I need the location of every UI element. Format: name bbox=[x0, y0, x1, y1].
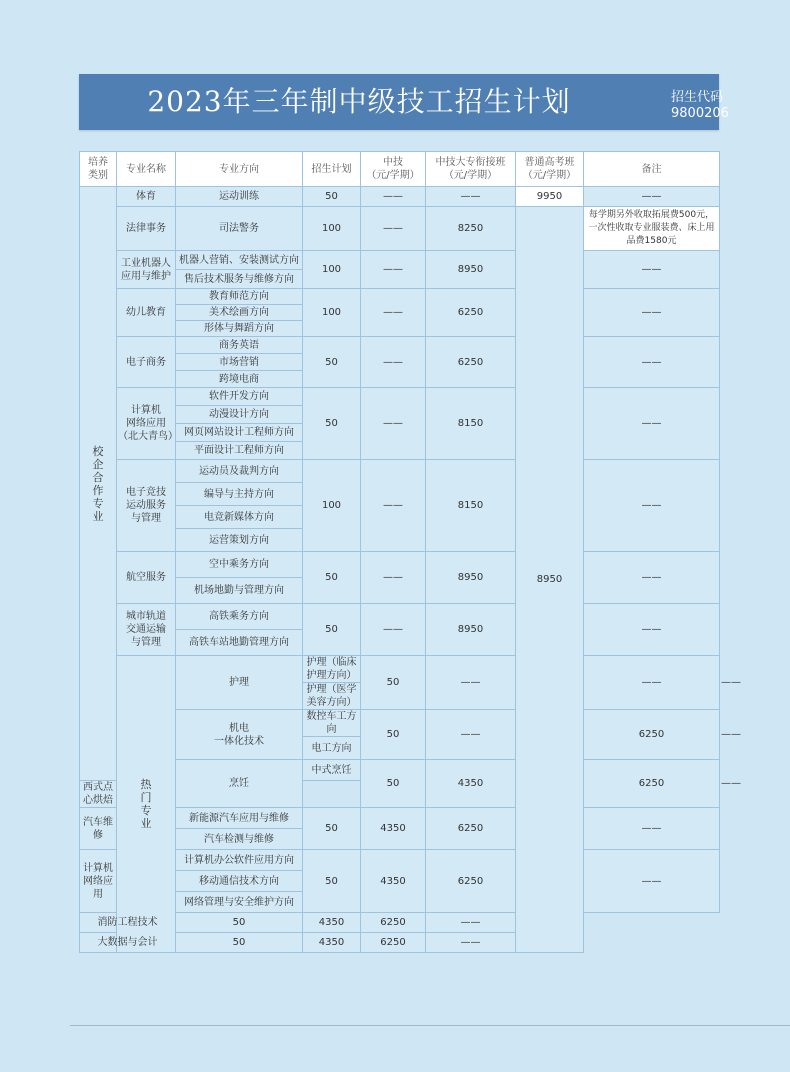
enrollment-code-label: 招生代码 bbox=[671, 90, 724, 105]
header-major: 专业名称 bbox=[117, 152, 176, 187]
fee-dz: 8150 bbox=[426, 388, 516, 460]
major-name: 机电 一体化技术 bbox=[176, 710, 303, 760]
table-row bbox=[80, 552, 720, 578]
major-name: 工业机器人 应用与维护 bbox=[117, 251, 176, 289]
note: —— bbox=[584, 850, 720, 913]
direction: 护理（临床护理方向） bbox=[303, 656, 361, 683]
fee-gk-merged: 8950 bbox=[516, 207, 584, 953]
table-row: 机电 一体化技术 数控车工方向 50 —— 6250 —— bbox=[80, 710, 720, 737]
fee-dz: 8950 bbox=[426, 552, 516, 604]
plan-count: 50 bbox=[176, 913, 303, 933]
fee-dz: —— bbox=[584, 656, 720, 710]
table-row bbox=[80, 808, 720, 829]
direction: 编导与主持方向 bbox=[176, 483, 303, 506]
direction: 移动通信技术方向 bbox=[176, 871, 303, 892]
fee-zj: —— bbox=[361, 289, 426, 337]
fee-zj: —— bbox=[361, 460, 426, 552]
direction: 电工方向 bbox=[303, 737, 361, 760]
major-name: 幼儿教育 bbox=[117, 289, 176, 337]
fee-dz: 8150 bbox=[426, 460, 516, 552]
table-row bbox=[80, 850, 720, 871]
note: —— bbox=[584, 388, 720, 460]
note: —— bbox=[584, 187, 720, 207]
major-name: 护理 bbox=[176, 656, 303, 710]
major-name: 城市轨道 交通运输 与管理 bbox=[117, 604, 176, 656]
plan-count: 50 bbox=[303, 808, 361, 850]
plan-count: 50 bbox=[303, 388, 361, 460]
table-row: 烹饪 中式烹饪 50 4350 6250 —— bbox=[80, 760, 720, 781]
table-row: 热 门 专 业 护理 护理（临床护理方向） 50 —— —— —— bbox=[80, 656, 720, 683]
plan-count: 50 bbox=[303, 187, 361, 207]
major-name: 法律事务 bbox=[117, 207, 176, 251]
direction: 软件开发方向 bbox=[176, 388, 303, 406]
table-row bbox=[80, 251, 720, 270]
fee-zj: —— bbox=[361, 604, 426, 656]
table-row bbox=[80, 289, 720, 305]
plan-count: 50 bbox=[176, 933, 303, 953]
direction: 网页网站设计工程师方向 bbox=[176, 424, 303, 442]
plan-count: 50 bbox=[361, 760, 426, 808]
fee-dz: 6250 bbox=[426, 808, 516, 850]
table-row bbox=[80, 913, 720, 933]
direction: 形体与舞蹈方向 bbox=[176, 321, 303, 337]
header-direction: 专业方向 bbox=[176, 152, 303, 187]
fee-gk: 9950 bbox=[516, 187, 584, 207]
fee-dz: 8950 bbox=[426, 604, 516, 656]
direction: 机场地勤与管理方向 bbox=[176, 578, 303, 604]
major-name: 计算机 网络应用 （北大青鸟） bbox=[117, 388, 176, 460]
direction: 网络管理与安全维护方向 bbox=[176, 892, 303, 913]
plan-count: 50 bbox=[303, 337, 361, 388]
plan-count: 50 bbox=[303, 552, 361, 604]
major-name: 电子竞技 运动服务 与管理 bbox=[117, 460, 176, 552]
direction: 汽车检测与维修 bbox=[176, 829, 303, 850]
note: —— bbox=[426, 933, 516, 953]
header-fee-zj: 中技 （元/学期） bbox=[361, 152, 426, 187]
enrollment-code-value: 9800206 bbox=[671, 106, 729, 121]
fee-zj: 4350 bbox=[303, 933, 361, 953]
direction: 高铁车站地勤管理方向 bbox=[176, 630, 303, 656]
plan-count: 100 bbox=[303, 289, 361, 337]
plan-count: 50 bbox=[303, 604, 361, 656]
fee-zj: —— bbox=[361, 207, 426, 251]
header-note: 备注 bbox=[584, 152, 720, 187]
direction: 运动员及裁判方向 bbox=[176, 460, 303, 483]
fee-dz: 6250 bbox=[584, 710, 720, 760]
direction: 空中乘务方向 bbox=[176, 552, 303, 578]
major-name: 大数据与会计 bbox=[80, 933, 176, 953]
direction: 运动训练 bbox=[176, 187, 303, 207]
fee-zj: 4350 bbox=[361, 850, 426, 913]
table-row bbox=[80, 187, 720, 207]
direction: 动漫设计方向 bbox=[176, 406, 303, 424]
direction: 跨境电商 bbox=[176, 371, 303, 388]
direction: 中式烹饪 bbox=[303, 760, 361, 781]
fee-zj: —— bbox=[361, 388, 426, 460]
footer-divider bbox=[70, 1025, 790, 1026]
direction: 市场营销 bbox=[176, 354, 303, 371]
fee-dz: 6250 bbox=[361, 913, 426, 933]
note: —— bbox=[584, 251, 720, 289]
direction: 司法警务 bbox=[176, 207, 303, 251]
header-fee-gk: 普通高考班 （元/学期） bbox=[516, 152, 584, 187]
fee-zj: —— bbox=[361, 337, 426, 388]
table-row bbox=[80, 337, 720, 354]
fee-dz: 6250 bbox=[426, 337, 516, 388]
fee-zj: —— bbox=[361, 552, 426, 604]
direction: 平面设计工程师方向 bbox=[176, 442, 303, 460]
table-row bbox=[80, 207, 720, 251]
fee-zj: —— bbox=[426, 710, 516, 760]
header-plan: 招生计划 bbox=[303, 152, 361, 187]
plan-count: 50 bbox=[361, 656, 426, 710]
enrollment-plan-table bbox=[79, 151, 741, 953]
fee-zj: 4350 bbox=[426, 760, 516, 808]
note: —— bbox=[584, 808, 720, 850]
fee-zj: —— bbox=[426, 656, 516, 710]
direction: 商务英语 bbox=[176, 337, 303, 354]
fee-dz: 8950 bbox=[426, 251, 516, 289]
major-name: 计算机 网络应用 bbox=[80, 850, 117, 913]
fee-dz: 6250 bbox=[426, 289, 516, 337]
plan-count: 50 bbox=[303, 850, 361, 913]
major-name: 烹饪 bbox=[176, 760, 303, 808]
fee-dz: 6250 bbox=[361, 933, 426, 953]
major-name: 电子商务 bbox=[117, 337, 176, 388]
fee-dz: 6250 bbox=[426, 850, 516, 913]
direction: 西式点心烘焙 bbox=[80, 781, 117, 808]
direction: 护理（医学美容方向） bbox=[303, 683, 361, 710]
header-category: 培养 类别 bbox=[80, 152, 117, 187]
fee-zj: —— bbox=[361, 187, 426, 207]
major-name: 汽车维修 bbox=[80, 808, 117, 850]
plan-count: 100 bbox=[303, 207, 361, 251]
enrollment-code bbox=[671, 90, 729, 122]
category-school: 校 企 合 作 专 业 bbox=[80, 187, 117, 781]
page-title: 2023年三年制中级技工招生计划 bbox=[147, 85, 571, 118]
direction: 新能源汽车应用与维修 bbox=[176, 808, 303, 829]
direction: 美术绘画方向 bbox=[176, 305, 303, 321]
table-row bbox=[80, 604, 720, 630]
major-name: 消防工程技术 bbox=[80, 913, 176, 933]
title-banner bbox=[79, 74, 729, 130]
direction: 数控车工方向 bbox=[303, 710, 361, 737]
direction: 运营策划方向 bbox=[176, 529, 303, 552]
table-row bbox=[80, 460, 720, 483]
note: —— bbox=[426, 913, 516, 933]
note: —— bbox=[584, 337, 720, 388]
fee-zj: —— bbox=[361, 251, 426, 289]
direction: 电竞新媒体方向 bbox=[176, 506, 303, 529]
fee-dz: 6250 bbox=[584, 760, 720, 808]
fee-zj: 4350 bbox=[303, 913, 361, 933]
note: —— bbox=[584, 460, 720, 552]
note: —— bbox=[584, 552, 720, 604]
direction: 高铁乘务方向 bbox=[176, 604, 303, 630]
table-row bbox=[80, 933, 720, 953]
plan-count: 50 bbox=[361, 710, 426, 760]
note: —— bbox=[584, 289, 720, 337]
table-header-row bbox=[80, 152, 720, 187]
direction: 计算机办公软件应用方向 bbox=[176, 850, 303, 871]
table-row bbox=[80, 388, 720, 406]
header-fee-dz: 中技大专衔接班 （元/学期） bbox=[426, 152, 516, 187]
fee-dz: 8250 bbox=[426, 207, 516, 251]
major-name: 体育 bbox=[117, 187, 176, 207]
category-hot: 热 门 专 业 bbox=[117, 656, 176, 953]
direction: 教育师范方向 bbox=[176, 289, 303, 305]
note: 每学期另外收取拓展费500元，一次性收取专业服装费、床上用品费1580元 bbox=[584, 207, 720, 251]
major-name: 航空服务 bbox=[117, 552, 176, 604]
direction: 售后技术服务与维修方向 bbox=[176, 270, 303, 289]
plan-count: 100 bbox=[303, 460, 361, 552]
direction: 机器人营销、安装测试方向 bbox=[176, 251, 303, 270]
fee-dz: —— bbox=[426, 187, 516, 207]
plan-count: 100 bbox=[303, 251, 361, 289]
fee-zj: 4350 bbox=[361, 808, 426, 850]
note: —— bbox=[584, 604, 720, 656]
